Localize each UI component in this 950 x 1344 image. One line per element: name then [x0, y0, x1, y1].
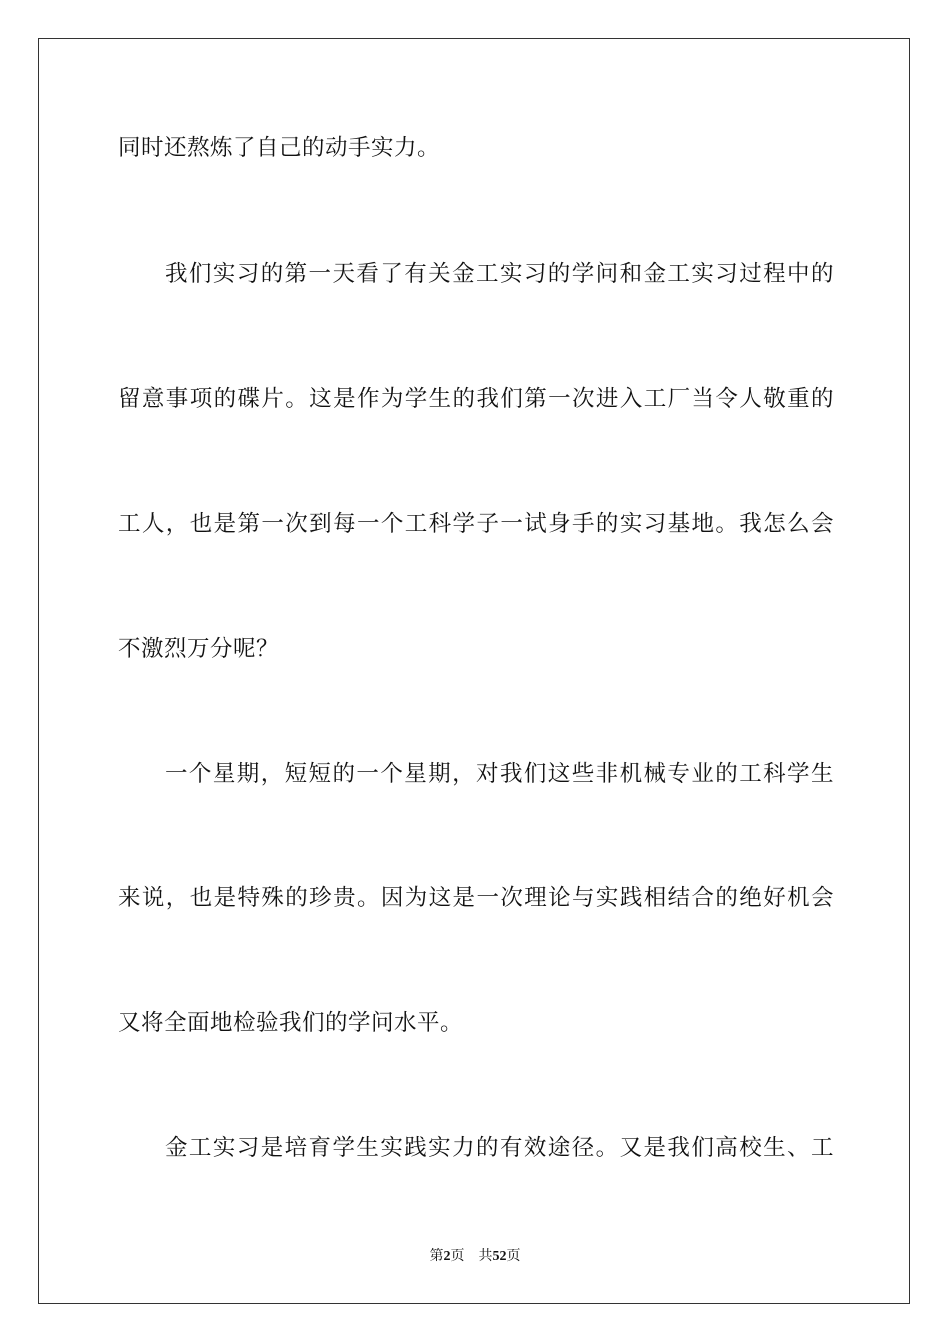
- page-prefix: 第: [429, 1248, 444, 1264]
- paragraph-line: 不激烈万分呢？: [118, 636, 280, 662]
- paragraph-line: 留意事项的碟片。这是作为学生的我们第一次进入工厂当令人敬重的: [118, 386, 834, 412]
- total-prefix: 共: [478, 1248, 493, 1264]
- paragraph-line: 一个星期，短短的一个星期，对我们这些非机械专业的工科学生: [165, 761, 834, 787]
- paragraph-line: 又将全面地检验我们的学问水平。: [118, 1010, 464, 1036]
- paragraph-line: 来说，也是特殊的珍贵。因为这是一次理论与实践相结合的绝好机会: [118, 885, 834, 911]
- total-suffix: 页: [506, 1248, 521, 1264]
- paragraph-line: 金工实习是培育学生实践实力的有效途径。又是我们高校生、工: [165, 1135, 834, 1161]
- paragraph-line: 我们实习的第一天看了有关金工实习的学问和金工实习过程中的: [165, 261, 834, 287]
- page-suffix: 页: [450, 1248, 465, 1264]
- current-page-number: 2: [443, 1249, 451, 1264]
- page-border: [38, 38, 910, 1304]
- page-footer: [0, 1247, 950, 1266]
- paragraph-line: 工人，也是第一次到每一个工科学子一试身手的实习基地。我怎么会: [118, 511, 834, 537]
- paragraph-line: 同时还熬炼了自己的动手实力。: [118, 135, 441, 161]
- total-page-count: 52: [492, 1249, 507, 1264]
